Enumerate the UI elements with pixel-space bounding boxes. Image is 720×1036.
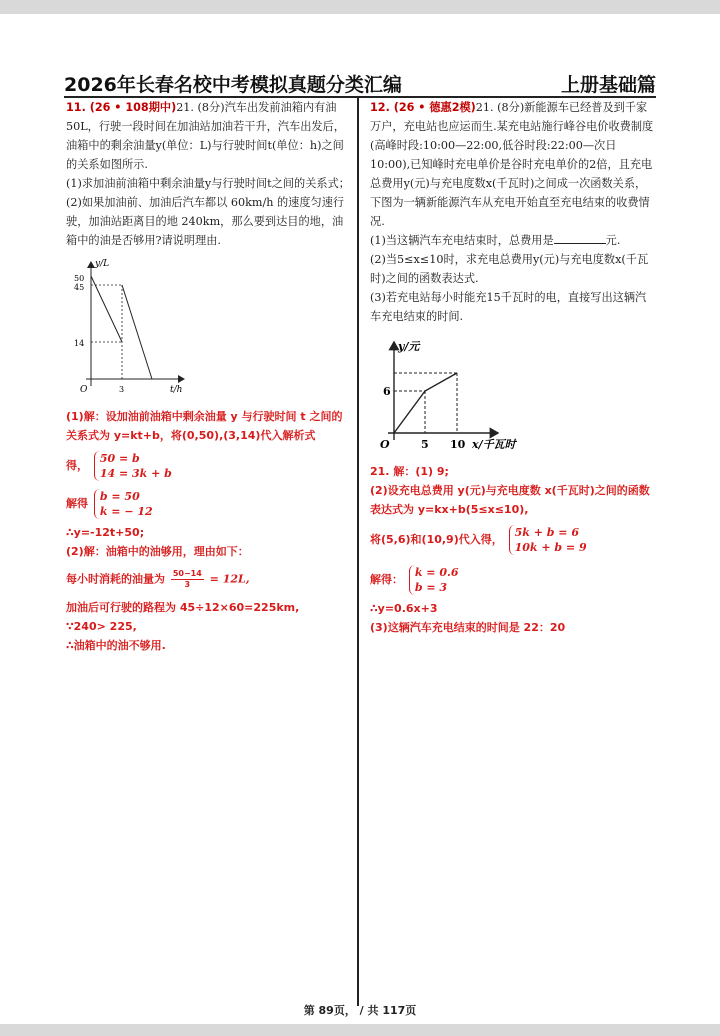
fuel-graph	[66, 254, 196, 399]
answer-line: ∵240> 225,	[66, 620, 137, 633]
equation: b = 50	[99, 490, 140, 503]
question-text: (1)当这辆汽车充电结束时，总费用是	[370, 234, 554, 247]
answer-line: ∴y=-12t+50;	[66, 526, 145, 539]
y-tick-45: 45	[74, 283, 85, 292]
question-tag: 12. (26 • 德惠2模)	[370, 101, 476, 114]
answer-blank	[554, 243, 606, 244]
answer-line	[66, 451, 351, 481]
top-border	[0, 0, 720, 14]
answer-text: = 12L,	[209, 572, 250, 586]
equation: 10k + b = 9	[514, 541, 587, 554]
answer-line: (3)这辆汽车充电结束的时间是 22：20	[370, 621, 566, 634]
x-tick-10: 10	[450, 438, 466, 451]
y-axis-label: y/元	[398, 340, 420, 353]
y-tick-50: 50	[74, 274, 85, 283]
fraction-numerator: 50−14	[172, 569, 202, 578]
left-column	[66, 98, 351, 655]
equation-system	[94, 451, 172, 481]
question-tag: 11. (26 • 108期中)	[66, 101, 177, 114]
answer-line: 21. 解：(1) 9;	[370, 465, 449, 478]
y-tick-14: 14	[74, 339, 85, 348]
equation: 5k + b = 6	[514, 526, 579, 539]
question-text: 元.	[605, 234, 621, 247]
answer-line: ∴油箱中的油不够用.	[66, 639, 166, 652]
charging-graph	[372, 336, 532, 454]
answer-11	[66, 407, 351, 655]
question-part-3: (3)若充电站每小时能充15千瓦时的电，直接写出这辆汽车充电结束的时间.	[370, 291, 647, 323]
x-axis-label: x/千瓦时	[472, 438, 516, 451]
equation-system	[94, 489, 153, 519]
question-part-1	[370, 231, 654, 250]
answer-line: ∴y=0.6x+3	[370, 602, 438, 615]
answer-text: 解得：	[370, 573, 403, 586]
x-tick-5: 5	[421, 438, 429, 451]
y-axis-label: y/L	[95, 259, 110, 269]
answer-text: 解得	[66, 497, 88, 510]
document-title: 2026年长春名校中考模拟真题分类汇编	[64, 74, 402, 96]
answer-line	[66, 489, 351, 519]
segment-after-refuel	[122, 285, 152, 379]
answer-text: 每小时消耗的油量为	[66, 572, 165, 586]
answer-text: 将(5,6)和(10,9)代入得，	[370, 533, 503, 546]
answer-line: (2)解：油箱中的油够用，理由如下：	[66, 545, 249, 558]
fraction	[171, 569, 204, 590]
right-column	[370, 98, 654, 637]
column-divider	[357, 98, 359, 1006]
page-footer: 第 89页， / 共 117页	[303, 1004, 417, 1017]
answer-line	[370, 525, 654, 555]
y-tick-6: 6	[383, 385, 391, 398]
equation: 14 = 3k + b	[99, 467, 172, 480]
equation-system	[509, 525, 587, 555]
page-header	[64, 70, 656, 96]
question-text: 21. (8分)新能源车已经普及到千家万户，充电站也应运而生.某充电站施行峰谷电价收费制度(高峰时段:10:00—22:00,低谷时段:22:00—次日10:00),已知峰时充电单价是谷时充电单价的2倍，且充电总费用y(元)与充电度数x(千瓦时)之间成一次函数关系，下图为一辆新能源汽车从充电开始直至充电结束的收费情况.	[370, 101, 654, 228]
answer-line: (1)解：设加油前油箱中剩余油量 y 与行驶时间 t 之间的关系式为 y=kt+b，将(0,50),(3,14)代入解析式	[66, 410, 343, 442]
segment-before-refuel	[91, 276, 122, 342]
equation-system	[409, 565, 459, 595]
x-tick-3: 3	[119, 385, 125, 394]
section-label: 上册基础篇	[560, 74, 656, 96]
equation: 50 = b	[99, 452, 140, 465]
answer-12	[370, 462, 654, 637]
origin-label: O	[80, 385, 88, 395]
question-text: 21. (8分)汽车出发前油箱内有油 50L，行驶一段时间在加油站加油若干升，汽车出发后，油箱中的剩余油量y(单位：L)与行驶时间t(单位：h)之间的关系如图所示.	[66, 101, 345, 171]
fraction-denominator: 3	[184, 580, 191, 589]
bottom-border	[0, 1024, 720, 1036]
question-part-1: (1)求加油前油箱中剩余油量y与行驶时间t之间的关系式；	[66, 177, 350, 190]
equation: b = 3	[414, 581, 448, 594]
answer-line	[370, 565, 654, 595]
origin-label: O	[380, 438, 390, 451]
question-part-2: (2)如果加油前、加油后汽车都以 60km/h 的速度匀速行驶，加油站距离目的地 240km，那么要到达目的地，油箱中的油是否够用?请说明理由.	[66, 196, 345, 247]
answer-line: (2)设充电总费用 y(元)与充电度数 x(千瓦时)之间的函数表达式为 y=kx+b(5≤x≤10),	[370, 484, 650, 516]
question-11	[66, 98, 351, 174]
answer-line	[66, 569, 351, 590]
equation: k = 0.6	[414, 566, 459, 579]
question-12	[370, 98, 654, 231]
question-part-2: (2)当5≤x≤10时，求充电总费用y(元)与充电度数x(千瓦时)之间的函数表达式.	[370, 253, 649, 285]
x-axis-label: t/h	[170, 385, 183, 395]
answer-text: 得，	[66, 459, 88, 472]
equation: k = − 12	[99, 505, 153, 518]
answer-line: 加油后可行驶的路程为 45÷12×60=225km,	[66, 601, 300, 614]
